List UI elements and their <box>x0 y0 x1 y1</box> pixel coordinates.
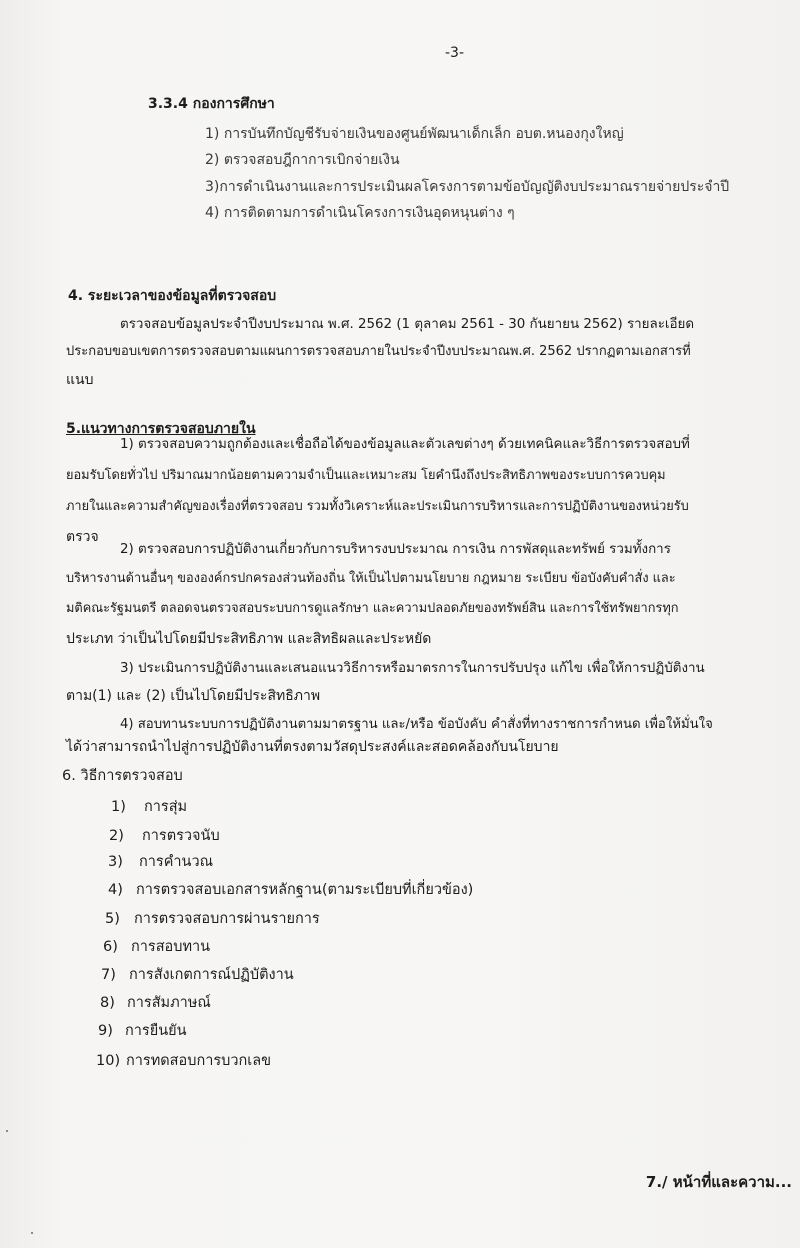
section-334-item: 3)การดำเนินงานและการประเมินผลโครงการตามข้อบัญญัติงบประมาณรายจ่ายประจำปี <box>205 179 730 195</box>
method-number: 9) <box>98 1023 113 1039</box>
section-5-heading: 5.แนวทางการตรวจสอบภายใน <box>66 421 256 437</box>
method-number: 3) <box>108 854 123 870</box>
method-number: 7) <box>101 967 116 983</box>
method-number: 5) <box>105 911 120 927</box>
method-text: การสุ่ม <box>144 799 188 815</box>
section-5-item2-line: 2) ตรวจสอบการปฏิบัติงานเกี่ยวกับการบริหารงบประมาณ การเงิน การพัสดุและทรัพย์ รวมทั้งการ <box>120 542 671 557</box>
section-5-item1-line: ภายในและความสำคัญของเรื่องที่ตรวจสอบ รวมทั้งวิเคราะห์และประเมินการบริหารและการปฏิบัติงานของหน่วยรับ <box>66 499 689 514</box>
page-number: -3- <box>445 45 465 61</box>
method-text: การสัมภาษณ์ <box>127 995 211 1011</box>
scan-speck <box>31 1232 33 1234</box>
method-number: 1) <box>111 799 126 815</box>
section-5-item4-line: ได้ว่าสามารถนำไปสู่การปฏิบัติงานที่ตรงตามวัสดุประสงค์และสอดคล้องกับนโยบาย <box>66 739 559 755</box>
section-5-item2-line: บริหารงานด้านอื่นๆ ขององค์กรปกครองส่วนท้องถิ่น ให้เป็นไปตามนโยบาย กฎหมาย ระเบียบ ข้อบังคับคำสั่ง และ <box>66 571 676 586</box>
section-4-heading: 4. ระยะเวลาของข้อมูลที่ตรวจสอบ <box>68 288 277 304</box>
section-5-item1-line: 1) ตรวจสอบความถูกต้องและเชื่อถือได้ของข้อมูลและตัวเลขต่างๆ ด้วยเทคนิคและวิธีการตรวจสอบที่ <box>120 437 690 452</box>
section-334-item: 2) ตรวจสอบฎีกาการเบิกจ่ายเงิน <box>205 152 400 168</box>
section-4-line: ประกอบขอบเขตการตรวจสอบตามแผนการตรวจสอบภายในประจำปีงบประมาณพ.ศ. 2562 ปรากฏตามเอกสารที่ <box>66 344 691 359</box>
method-number: 6) <box>103 939 118 955</box>
section-5-item1-line: ตรวจ <box>66 529 99 545</box>
method-text: การคำนวณ <box>139 854 214 870</box>
section-5-item2-line: ประเภท ว่าเป็นไปโดยมีประสิทธิภาพ และสิทธิผลและประหยัด <box>66 631 432 647</box>
method-number: 8) <box>100 995 115 1011</box>
scan-speck <box>6 1130 8 1132</box>
section-5-item3-line: 3) ประเมินการปฏิบัติงานและเสนอแนววิธีการหรือมาตรการในการปรับปรุง แก้ไข เพื่อให้การปฏิบัติงาน <box>120 661 705 676</box>
method-text: การตรวจสอบการผ่านรายการ <box>134 911 320 927</box>
method-number: 10) <box>96 1053 121 1069</box>
section-5-item2-line: มติคณะรัฐมนตรี ตลอดจนตรวจสอบระบบการดูแลรักษา และความปลอดภัยของทรัพย์สิน และการใช้ทรัพยากรทุก <box>66 601 679 616</box>
continuation-note: 7./ หน้าที่และความ... <box>645 1173 792 1191</box>
section-334-item: 1) การบันทึกบัญชีรับจ่ายเงินของศูนย์พัฒนาเด็กเล็ก อบต.หนองกุงใหญ่ <box>205 126 624 142</box>
method-text: การทดสอบการบวกเลข <box>126 1053 272 1069</box>
method-text: การสอบทาน <box>131 939 211 955</box>
method-number: 4) <box>108 882 123 898</box>
section-334-item: 4) การติดตามการดำเนินโครงการเงินอุดหนุนต่าง ๆ <box>205 205 515 221</box>
method-text: การตรวจสอบเอกสารหลักฐาน(ตามระเบียบที่เกี่ยวข้อง) <box>136 882 474 898</box>
method-text: การตรวจนับ <box>142 828 220 844</box>
section-5-item3-line: ตาม(1) และ (2) เป็นไปโดยมีประสิทธิภาพ <box>66 688 321 704</box>
section-5-item1-line: ยอมรับโดยทั่วไป ปริมาณมากน้อยตามความจำเป็นและเหมาะสม โยคำนึงถึงประสิทธิภาพของระบบการควบคุม <box>66 468 666 483</box>
method-number: 2) <box>109 828 124 844</box>
method-text: การยืนยัน <box>125 1023 187 1039</box>
section-334-heading: 3.3.4 กองการศึกษา <box>148 96 275 112</box>
method-text: การสังเกตการณ์ปฏิบัติงาน <box>129 967 294 983</box>
section-5-item4-line: 4) สอบทานระบบการปฏิบัติงานตามมาตรฐาน และ/หรือ ข้อบังคับ คำสั่งที่ทางราชการกำหนด เพื่อให้มั่นใจ <box>120 717 713 732</box>
section-4-line: ตรวจสอบข้อมูลประจำปีงบประมาณ พ.ศ. 2562 (1 ตุลาคม 2561 - 30 กันยายน 2562) รายละเอียด <box>120 317 695 332</box>
section-4-line: แนบ <box>66 372 94 388</box>
section-6-heading: 6. วิธีการตรวจสอบ <box>62 768 183 784</box>
